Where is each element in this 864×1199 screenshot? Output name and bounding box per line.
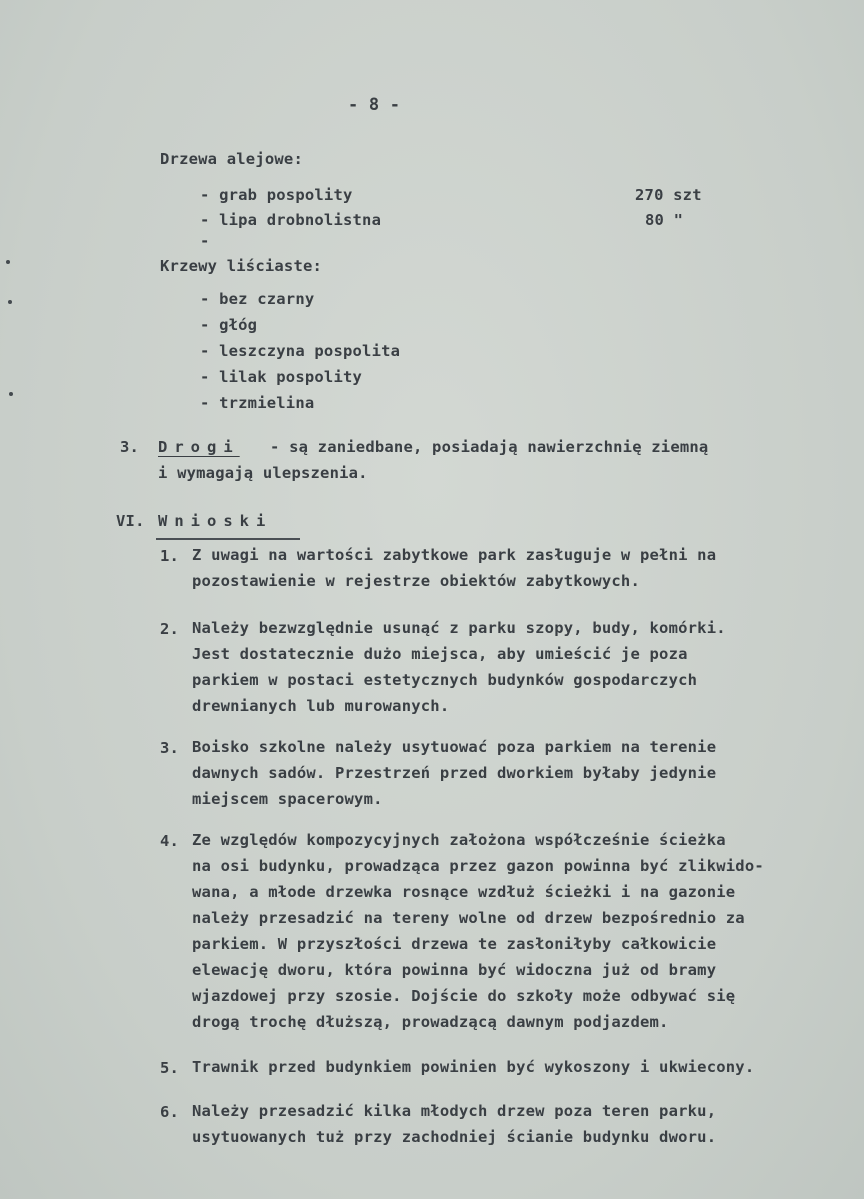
page-number: - 8 - bbox=[348, 95, 401, 115]
stray-dash: - bbox=[200, 232, 210, 250]
conclusions-underline bbox=[156, 538, 300, 540]
roads-title: Drogi bbox=[158, 438, 240, 456]
conclusion-number: 2. bbox=[160, 620, 180, 638]
trees-heading: Drzewa alejowe: bbox=[160, 150, 303, 168]
margin-dot bbox=[9, 392, 13, 396]
tree-item: - grab pospolity bbox=[200, 186, 353, 204]
tree-item: - lipa drobnolistna bbox=[200, 211, 382, 229]
conclusion-number: 6. bbox=[160, 1103, 180, 1121]
conclusions-title: Wnioski bbox=[158, 512, 273, 530]
roads-line: i wymagają ulepszenia. bbox=[158, 464, 368, 482]
conclusion-number: 5. bbox=[160, 1059, 180, 1077]
shrub-item: - lilak pospolity bbox=[200, 368, 363, 386]
conclusions-number: VI. bbox=[116, 512, 145, 530]
shrub-item: - trzmielina bbox=[200, 394, 315, 412]
shrub-item: - bez czarny bbox=[200, 290, 315, 308]
conclusion-number: 1. bbox=[160, 547, 180, 565]
conclusion-text: Należy bezwzględnie usunąć z parku szopy, budy, komórki. Jest dostatecznie dużo miejsca, aby umieścić je poza parkiem w postaci estetycznych budynków gospodarczych drewnianych lub murowanych. bbox=[192, 619, 726, 715]
margin-dot bbox=[8, 300, 12, 304]
roads-number: 3. bbox=[120, 438, 140, 456]
shrub-item: - leszczyna pospolita bbox=[200, 342, 401, 360]
margin-dot bbox=[6, 260, 10, 264]
roads-line: - są zaniedbane, posiadają nawierzchnię ziemną bbox=[270, 438, 709, 456]
tree-count: 270 szt bbox=[635, 186, 702, 204]
shrub-item: - głóg bbox=[200, 316, 258, 334]
conclusion-text: Trawnik przed budynkiem powinien być wykoszony i ukwiecony. bbox=[192, 1058, 755, 1076]
conclusion-text: Z uwagi na wartości zabytkowe park zasługuje w pełni na pozostawienie w rejestrze obiektów zabytkowych. bbox=[192, 546, 717, 590]
conclusion-text: Należy przesadzić kilka młodych drzew poza teren parku, usytuowanych tuż przy zachodniej ścianie budynku dworu. bbox=[192, 1102, 717, 1146]
conclusion-number: 3. bbox=[160, 739, 180, 757]
shrubs-heading: Krzewy liściaste: bbox=[160, 257, 323, 275]
conclusion-text: Ze względów kompozycyjnych założona współcześnie ścieżka na osi budynku, prowadząca przez gazon powinna być zlikwido- wana, a młode drzewka rosnące wzdłuż ścieżki i na gazonie należy przesadzić na tereny wolne od drzew bezpośrednio za parkiem. W przyszłości drzewa te zasłoniłyby całkowicie elewację dworu, która powinna być widoczna już od bramy wjazdowej przy szosie. Dojście do szkoły może odbywać się drogą trochę dłuższą, prowadzącą dawnym podjazdem. bbox=[192, 831, 764, 1031]
tree-count: 80 " bbox=[645, 211, 684, 229]
conclusion-number: 4. bbox=[160, 832, 180, 850]
conclusion-text: Boisko szkolne należy usytuować poza parkiem na terenie dawnych sadów. Przestrzeń przed dworkiem byłaby jedynie miejscem spacerowym. bbox=[192, 738, 717, 808]
